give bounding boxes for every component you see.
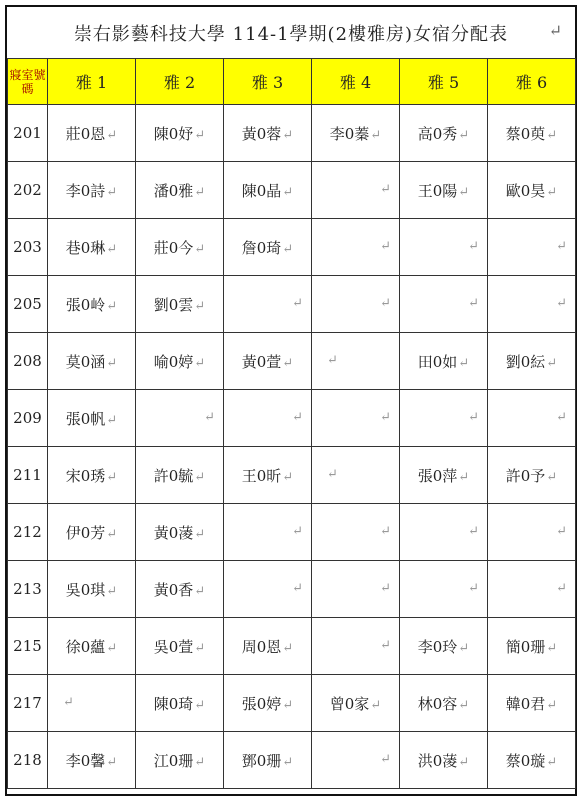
resident-cell[interactable] [400, 276, 488, 333]
resident-name: 王0昕 [241, 466, 282, 485]
room-number: 213 [8, 561, 48, 618]
resident-cell[interactable] [312, 276, 400, 333]
paragraph-mark-icon: ↵ [194, 469, 206, 485]
room-number: 205 [8, 276, 48, 333]
paragraph-mark-icon: ↵ [546, 127, 558, 143]
resident-name: 洪0蓤 [417, 751, 458, 770]
paragraph-mark-icon: ↵ [282, 697, 294, 713]
resident-cell[interactable] [224, 732, 312, 789]
resident-cell[interactable] [136, 732, 224, 789]
room-table [7, 58, 576, 789]
paragraph-mark-icon: ↵ [468, 581, 479, 596]
resident-cell[interactable] [136, 105, 224, 162]
resident-cell[interactable] [48, 105, 136, 162]
resident-name: 周0恩 [241, 637, 282, 656]
resident-cell[interactable] [312, 618, 400, 675]
resident-cell[interactable] [400, 618, 488, 675]
table-row [8, 105, 576, 162]
resident-cell[interactable] [312, 675, 400, 732]
table-row [8, 732, 576, 789]
resident-name: 黃0蓤 [153, 523, 194, 542]
paragraph-mark-icon: ↵ [194, 526, 206, 542]
resident-cell[interactable] [488, 276, 576, 333]
resident-cell[interactable] [312, 732, 400, 789]
paragraph-mark-icon: ↵ [194, 127, 206, 143]
paragraph-mark-icon: ↵ [458, 640, 470, 656]
table-row [8, 276, 576, 333]
page-title: 崇右影藝科技大學 114-1學期(2樓雅房)女宿分配表 [73, 23, 509, 45]
resident-cell[interactable] [488, 162, 576, 219]
resident-name: 伊0芳 [65, 523, 106, 542]
resident-name: 蔡0萸 [505, 124, 546, 143]
resident-name: 江0珊 [153, 751, 194, 770]
paragraph-mark-icon: ↵ [282, 469, 294, 485]
resident-cell[interactable] [136, 276, 224, 333]
column-header: 雅 2 [136, 59, 224, 105]
paragraph-mark-icon: ↵ [106, 754, 118, 770]
resident-name: 喻0婷 [153, 352, 194, 371]
resident-name: 李0詩 [65, 181, 106, 200]
resident-name: 許0予 [505, 466, 546, 485]
resident-name: 宋0琇 [65, 466, 106, 485]
table-row [8, 390, 576, 447]
resident-name: 歐0昊 [505, 181, 546, 200]
table-row [8, 504, 576, 561]
resident-name: 潘0雅 [153, 181, 194, 200]
table-row [8, 219, 576, 276]
resident-name: 巷0琳 [65, 238, 106, 257]
resident-cell[interactable] [488, 732, 576, 789]
resident-cell[interactable] [136, 447, 224, 504]
paragraph-mark-icon: ↵ [282, 355, 294, 371]
resident-cell[interactable] [224, 219, 312, 276]
paragraph-mark-icon: ↵ [556, 581, 567, 596]
paragraph-mark-icon: ↵ [292, 524, 303, 539]
resident-cell[interactable] [312, 162, 400, 219]
paragraph-mark-icon: ↵ [194, 640, 206, 656]
room-number: 217 [8, 675, 48, 732]
allocation-sheet [5, 5, 577, 796]
resident-name: 簡0珊 [505, 637, 546, 656]
paragraph-mark-icon: ↵ [458, 469, 470, 485]
resident-name: 莊0今 [153, 238, 194, 257]
paragraph-mark-icon: ↵ [106, 583, 118, 599]
resident-cell[interactable] [400, 675, 488, 732]
resident-cell[interactable] [400, 447, 488, 504]
paragraph-mark-icon: ↵ [380, 410, 391, 425]
paragraph-mark-icon: ↵ [106, 298, 118, 314]
paragraph-mark-icon: ↵ [327, 353, 338, 368]
resident-name: 黃0蓉 [241, 124, 282, 143]
paragraph-mark-icon: ↵ [63, 695, 74, 710]
paragraph-mark-icon: ↵ [556, 524, 567, 539]
resident-name: 林0容 [417, 694, 458, 713]
resident-cell[interactable] [312, 219, 400, 276]
resident-cell[interactable] [488, 333, 576, 390]
resident-cell[interactable] [488, 561, 576, 618]
resident-cell[interactable] [224, 333, 312, 390]
resident-cell[interactable] [488, 504, 576, 561]
resident-cell[interactable] [136, 504, 224, 561]
paragraph-mark-icon: ↵ [292, 581, 303, 596]
resident-cell[interactable] [48, 219, 136, 276]
room-number: 202 [8, 162, 48, 219]
room-number: 208 [8, 333, 48, 390]
paragraph-mark-icon: ↵ [106, 640, 118, 656]
paragraph-mark-icon: ↵ [546, 355, 558, 371]
resident-cell[interactable] [312, 333, 400, 390]
paragraph-mark-icon: ↵ [468, 410, 479, 425]
resident-name: 李0蓁 [329, 124, 370, 143]
resident-name: 黃0萱 [241, 352, 282, 371]
resident-cell[interactable] [400, 105, 488, 162]
column-header: 雅 5 [400, 59, 488, 105]
resident-cell[interactable] [400, 504, 488, 561]
resident-cell[interactable] [224, 276, 312, 333]
resident-name: 張0婷 [241, 694, 282, 713]
resident-name: 劉0紜 [505, 352, 546, 371]
paragraph-mark-icon: ↵ [380, 182, 391, 197]
paragraph-mark-icon: ↵ [282, 754, 294, 770]
paragraph-mark-icon: ↵ [194, 184, 206, 200]
resident-cell[interactable] [136, 390, 224, 447]
resident-cell[interactable] [48, 390, 136, 447]
resident-cell[interactable] [312, 105, 400, 162]
paragraph-mark-icon: ↵ [380, 296, 391, 311]
resident-cell[interactable] [312, 447, 400, 504]
resident-cell[interactable] [400, 162, 488, 219]
table-row [8, 618, 576, 675]
column-header: 雅 6 [488, 59, 576, 105]
paragraph-mark-icon: ↵ [106, 412, 118, 428]
resident-cell[interactable] [136, 618, 224, 675]
resident-cell[interactable] [48, 618, 136, 675]
table-row [8, 675, 576, 732]
paragraph-mark-icon: ↵ [458, 754, 470, 770]
table-row [8, 162, 576, 219]
resident-name: 曾0家 [329, 694, 370, 713]
resident-name: 李0馨 [65, 751, 106, 770]
paragraph-mark-icon: ↵ [546, 640, 558, 656]
resident-name: 王0陽 [417, 181, 458, 200]
resident-cell[interactable] [224, 162, 312, 219]
paragraph-mark-icon: ↵ [292, 296, 303, 311]
resident-cell[interactable] [400, 219, 488, 276]
resident-cell[interactable] [136, 675, 224, 732]
column-header: 雅 3 [224, 59, 312, 105]
paragraph-mark-icon: ↵ [106, 241, 118, 257]
resident-cell[interactable] [488, 219, 576, 276]
paragraph-mark-icon: ↵ [380, 581, 391, 596]
paragraph-mark-icon: ↵ [292, 410, 303, 425]
resident-cell[interactable] [48, 675, 136, 732]
resident-name: 鄧0珊 [241, 751, 282, 770]
paragraph-mark-icon: ↵ [458, 127, 470, 143]
paragraph-mark-icon: ↵ [194, 355, 206, 371]
paragraph-mark-icon: ↵ [106, 526, 118, 542]
paragraph-mark-icon: ↵ [106, 469, 118, 485]
resident-cell[interactable] [224, 105, 312, 162]
resident-name: 陳0妤 [153, 124, 194, 143]
resident-cell[interactable] [400, 333, 488, 390]
resident-cell[interactable] [136, 219, 224, 276]
resident-cell[interactable] [312, 390, 400, 447]
title-row [7, 7, 575, 60]
paragraph-mark-icon: ↵ [548, 21, 563, 40]
resident-cell[interactable] [488, 618, 576, 675]
resident-cell[interactable] [224, 447, 312, 504]
resident-cell[interactable] [400, 732, 488, 789]
paragraph-mark-icon: ↵ [282, 127, 294, 143]
resident-name: 吳0萱 [153, 637, 194, 656]
room-number: 201 [8, 105, 48, 162]
resident-cell[interactable] [136, 561, 224, 618]
resident-cell[interactable] [48, 504, 136, 561]
column-header: 雅 1 [48, 59, 136, 105]
paragraph-mark-icon: ↵ [556, 296, 567, 311]
corner-header: 寢室號碼 [8, 59, 48, 105]
resident-name: 張0岭 [65, 295, 106, 314]
resident-cell[interactable] [224, 390, 312, 447]
resident-name: 韓0君 [505, 694, 546, 713]
table-row [8, 561, 576, 618]
paragraph-mark-icon: ↵ [370, 127, 382, 143]
resident-cell[interactable] [48, 447, 136, 504]
paragraph-mark-icon: ↵ [380, 638, 391, 653]
resident-cell[interactable] [48, 162, 136, 219]
room-number: 212 [8, 504, 48, 561]
paragraph-mark-icon: ↵ [546, 469, 558, 485]
paragraph-mark-icon: ↵ [458, 355, 470, 371]
paragraph-mark-icon: ↵ [194, 754, 206, 770]
resident-cell[interactable] [136, 162, 224, 219]
paragraph-mark-icon: ↵ [458, 697, 470, 713]
resident-cell[interactable] [48, 561, 136, 618]
paragraph-mark-icon: ↵ [556, 410, 567, 425]
resident-cell[interactable] [224, 618, 312, 675]
resident-name: 黃0香 [153, 580, 194, 599]
table-row [8, 447, 576, 504]
paragraph-mark-icon: ↵ [194, 583, 206, 599]
paragraph-mark-icon: ↵ [282, 241, 294, 257]
resident-name: 許0毓 [153, 466, 194, 485]
paragraph-mark-icon: ↵ [282, 184, 294, 200]
resident-name: 吳0琪 [65, 580, 106, 599]
column-header: 雅 4 [312, 59, 400, 105]
resident-name: 莊0恩 [65, 124, 106, 143]
paragraph-mark-icon: ↵ [468, 296, 479, 311]
resident-cell[interactable] [488, 447, 576, 504]
resident-name: 徐0蘊 [65, 637, 106, 656]
paragraph-mark-icon: ↵ [106, 355, 118, 371]
paragraph-mark-icon: ↵ [468, 239, 479, 254]
paragraph-mark-icon: ↵ [282, 640, 294, 656]
resident-name: 莫0涵 [65, 352, 106, 371]
paragraph-mark-icon: ↵ [106, 127, 118, 143]
resident-name: 高0秀 [417, 124, 458, 143]
resident-cell[interactable] [488, 675, 576, 732]
paragraph-mark-icon: ↵ [546, 754, 558, 770]
room-number: 211 [8, 447, 48, 504]
resident-cell[interactable] [48, 276, 136, 333]
paragraph-mark-icon: ↵ [546, 184, 558, 200]
resident-cell[interactable] [488, 105, 576, 162]
resident-cell[interactable] [224, 504, 312, 561]
paragraph-mark-icon: ↵ [468, 524, 479, 539]
resident-name: 陳0琦 [153, 694, 194, 713]
room-number: 209 [8, 390, 48, 447]
resident-name: 張0萍 [417, 466, 458, 485]
resident-cell[interactable] [48, 333, 136, 390]
resident-cell[interactable] [400, 390, 488, 447]
resident-name: 張0帆 [65, 409, 106, 428]
room-number: 203 [8, 219, 48, 276]
paragraph-mark-icon: ↵ [556, 239, 567, 254]
header-row [8, 59, 576, 105]
resident-cell[interactable] [136, 333, 224, 390]
room-number: 215 [8, 618, 48, 675]
paragraph-mark-icon: ↵ [380, 239, 391, 254]
paragraph-mark-icon: ↵ [194, 241, 206, 257]
resident-cell[interactable] [312, 561, 400, 618]
resident-name: 田0如 [417, 352, 458, 371]
paragraph-mark-icon: ↵ [370, 697, 382, 713]
table-row [8, 333, 576, 390]
resident-cell[interactable] [48, 732, 136, 789]
paragraph-mark-icon: ↵ [380, 752, 391, 767]
room-number: 218 [8, 732, 48, 789]
paragraph-mark-icon: ↵ [204, 410, 215, 425]
resident-name: 劉0雲 [153, 295, 194, 314]
paragraph-mark-icon: ↵ [546, 697, 558, 713]
resident-name: 蔡0璇 [505, 751, 546, 770]
paragraph-mark-icon: ↵ [194, 298, 206, 314]
resident-cell[interactable] [312, 504, 400, 561]
paragraph-mark-icon: ↵ [106, 184, 118, 200]
paragraph-mark-icon: ↵ [380, 524, 391, 539]
resident-cell[interactable] [488, 390, 576, 447]
resident-cell[interactable] [224, 675, 312, 732]
resident-name: 詹0琦 [241, 238, 282, 257]
resident-name: 陳0晶 [241, 181, 282, 200]
paragraph-mark-icon: ↵ [458, 184, 470, 200]
resident-cell[interactable] [400, 561, 488, 618]
resident-cell[interactable] [224, 561, 312, 618]
paragraph-mark-icon: ↵ [327, 467, 338, 482]
paragraph-mark-icon: ↵ [194, 697, 206, 713]
resident-name: 李0玲 [417, 637, 458, 656]
